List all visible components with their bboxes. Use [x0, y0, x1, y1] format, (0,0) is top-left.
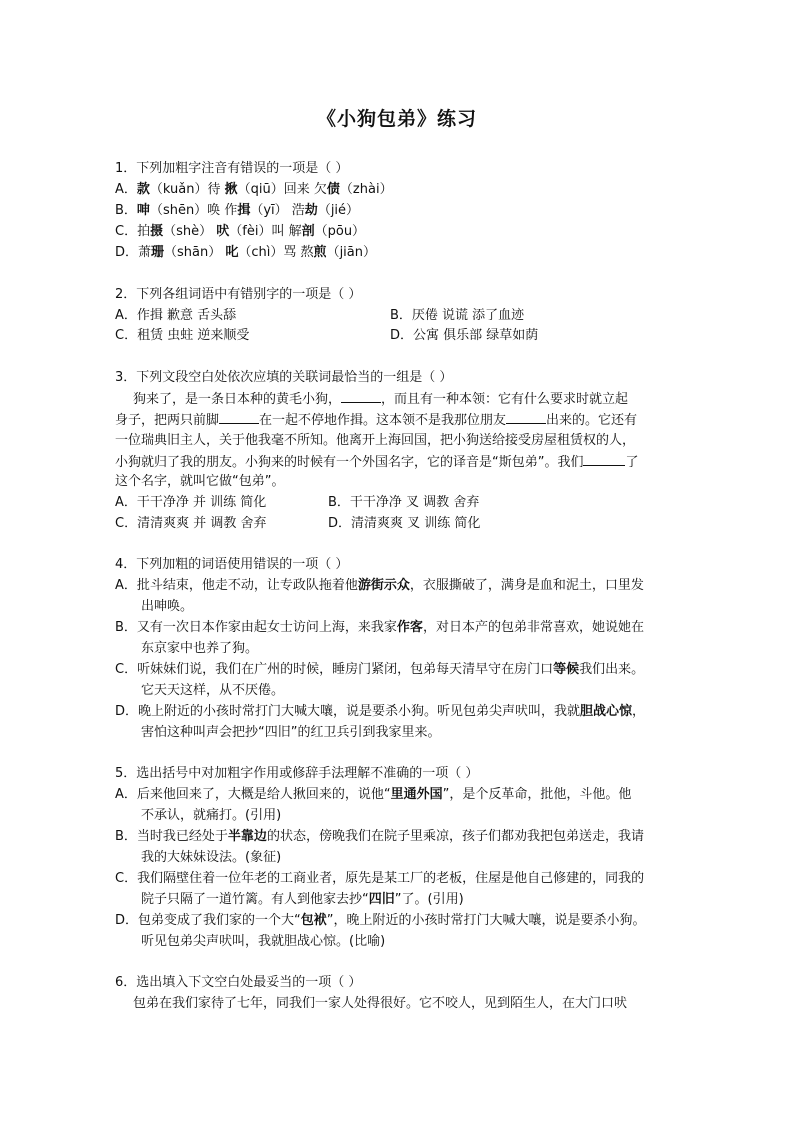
q6-passage-line: 包弟在我们家待了七年，同我们一家人处得很好。它不咬人，见到陌生人，在大门口吠 — [133, 996, 628, 1011]
q2-option-c: C．租赁 虫蛀 逆来顺受 — [115, 328, 250, 343]
fill-blank — [219, 411, 259, 424]
q5-option-a: A．后来他回来了，大概是给人揪回来的，说他“里通外国”，是个反革命，批他，斗他。他 — [115, 787, 632, 802]
q3-passage-line: 狗来了，是一条日本种的黄毛小狗， ，而且有一种本领：它有什么要求时就立起 — [133, 392, 629, 407]
q1-option-b: B．呻（shēn）唤 作揖（yī） 浩劫（jié） — [115, 203, 360, 218]
q4-option-c-cont: 它天天这样，从不厌倦。 — [141, 683, 285, 698]
q5-option-b: B．当时我已经处于半靠边的状态，傍晚我们在院子里乘凉，孩子们都劝我把包弟送走，我请 — [115, 829, 644, 844]
page-title: 《小狗包弟》练习 — [316, 108, 477, 130]
q1-option-a: A．款（kuǎn）待 揪（qiū）回来 欠债（zhài） — [115, 182, 393, 197]
q3-option-d: D．清清爽爽 叉 训练 简化 — [328, 516, 481, 531]
q4-option-a-cont: 出呻唤。 — [141, 599, 194, 614]
q3-passage-line: 这个名字，就叫它做“包弟”。 — [115, 474, 285, 489]
q3-option-b: B．干干净净 叉 调教 舍弃 — [328, 495, 480, 510]
q1-option-d: D．萧珊（shān） 叱（chì）骂 熬煎（jiān） — [115, 245, 376, 260]
q4-option-a: A．批斗结束，他走不动，让专政队拖着他游街示众，衣服撕破了，满身是血和泥土，口里发 — [115, 578, 644, 593]
fill-blank — [583, 453, 625, 466]
q2-option-a: A．作揖 歉意 舌头舔 — [115, 308, 237, 323]
q5-option-c-cont: 院子只隔了一道竹篱。有人到他家去抄“四旧”了。(引用) — [141, 892, 464, 907]
q5-option-d: D．包弟变成了我们家的一个大“包袱”，晚上附近的小孩时常打门大喊大嚷，说是要杀小狗。 — [115, 913, 646, 928]
q5-option-a-cont: 不承认，就痛打。(引用) — [141, 808, 282, 823]
q1-stem: 1．下列加粗字注音有错误的一项是（ ） — [115, 161, 349, 176]
q3-option-c: C．清清爽爽 并 调教 舍弃 — [115, 516, 267, 531]
fill-blank — [341, 390, 381, 403]
q2-option-b: B．厌倦 说谎 添了血迹 — [390, 308, 525, 323]
q3-passage-line: 小狗就归了我的朋友。小狗来的时候有一个外国名字，它的译音是“斯包弟”。我们 了 — [115, 455, 639, 470]
q1-option-c: C．拍摄（shè） 吠（fèi）叫 解剖（pōu） — [115, 224, 366, 239]
q5-option-b-cont: 我的大妹妹设法。(象征) — [141, 850, 282, 865]
q4-option-c: C．听妹妹们说，我们在广州的时候，睡房门紧闭，包弟每天清早守在房门口等候我们出来。 — [115, 662, 645, 677]
q5-option-c: C．我们隔壁住着一位年老的工商业者，原先是某工厂的老板，住屋是他自己修建的，同我的 — [115, 871, 645, 886]
q2-option-d: D．公寓 俱乐部 绿草如荫 — [390, 328, 539, 343]
q4-option-d: D．晚上附近的小孩时常打门大喊大嚷，说是要杀小狗。听见包弟尖声吠叫，我就胆战心惊， — [115, 704, 646, 719]
fill-blank — [506, 411, 546, 424]
q2-stem: 2．下列各组词语中有错别字的一项是（ ） — [115, 287, 362, 302]
q4-stem: 4．下列加粗的词语使用错误的一项（ ） — [115, 557, 349, 572]
q4-option-d-cont: 害怕这种叫声会把抄“四旧”的红卫兵引到我家里来。 — [141, 725, 441, 740]
q3-option-a: A．干干净净 并 训练 简化 — [115, 495, 267, 510]
q6-stem: 6．选出填入下文空白处最妥当的一项（ ） — [115, 975, 362, 990]
q3-passage-line: 身子，把两只前脚 在一起不停地作揖。这本领不是我那位朋友 出来的。它还有 — [115, 413, 638, 428]
q3-passage-line: 一位瑞典旧主人，关于他我毫不所知。他离开上海回国，把小狗送给接受房屋租赁权的人， — [115, 433, 636, 448]
q5-stem: 5．选出括号中对加粗字作用或修辞手法理解不准确的一项（ ） — [115, 766, 479, 781]
q4-option-b: B．又有一次日本作家由起女士访问上海，来我家作客，对日本产的包弟非常喜欢，她说她在 — [115, 620, 644, 635]
q3-stem: 3．下列文段空白处依次应填的关联词最恰当的一组是（ ） — [115, 370, 453, 385]
q5-option-d-cont: 听见包弟尖声吠叫，我就胆战心惊。(比喻) — [141, 934, 386, 949]
q4-option-b-cont: 东京家中也养了狗。 — [141, 641, 259, 656]
